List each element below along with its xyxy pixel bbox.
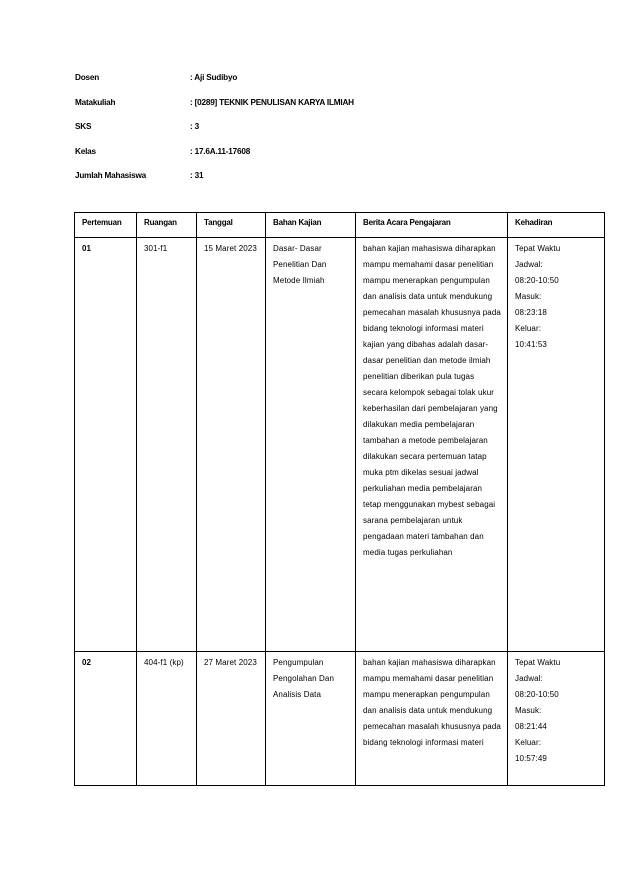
cell-ruangan: 404-f1 (kp) xyxy=(137,652,197,786)
dosen-value: : Aji Sudibyo xyxy=(190,73,238,82)
masuk-label: Masuk: xyxy=(515,706,542,715)
course-info xyxy=(75,73,545,196)
info-row-kelas xyxy=(75,147,545,172)
cell-bahan-kajian: Pengumpulan Pengolahan Dan Analisis Data xyxy=(266,652,356,786)
cell-pertemuan xyxy=(75,652,137,786)
masuk-label: Masuk: xyxy=(515,292,542,301)
jadwal-value: 08:20-10:50 xyxy=(515,690,559,699)
matakuliah-label: Matakuliah xyxy=(75,97,116,107)
info-row-matakuliah xyxy=(75,98,545,123)
cell-kehadiran xyxy=(508,238,605,652)
info-row-jumlah xyxy=(75,171,545,196)
jadwal-label: Jadwal: xyxy=(515,260,543,269)
pertemuan-value: 02 xyxy=(82,658,92,667)
matakuliah-value: : [0289] TEKNIK PENULISAN KARYA ILMIAH xyxy=(190,97,354,107)
cell-tanggal: 15 Maret 2023 xyxy=(197,238,266,652)
table-row xyxy=(75,652,605,786)
cell-kehadiran xyxy=(508,652,605,786)
berita-acara-text: bahan kajian mahasiswa diharapkan mampu memahami dasar penelitian mampu menerapkan pengumpulan dan analisis data untuk mendukung pemecahan masalah khususnya pada bidang teknologi informasi materi xyxy=(363,658,501,747)
jumlah-label: Jumlah Mahasiswa xyxy=(75,171,146,180)
masuk-value: 08:21:44 xyxy=(515,722,547,731)
jadwal-value: 08:20-10:50 xyxy=(515,276,559,285)
keluar-label: Keluar: xyxy=(515,738,542,747)
sks-label: SKS xyxy=(75,122,92,131)
pertemuan-value: 01 xyxy=(82,244,92,253)
sks-value: : 3 xyxy=(190,122,199,131)
masuk-value: 08:23:18 xyxy=(515,308,547,317)
kehadiran-status: Tepat Waktu xyxy=(515,658,561,667)
cell-berita-acara xyxy=(356,652,508,786)
kelas-value: : 17.6A.11-17608 xyxy=(190,146,251,156)
dosen-label: Dosen xyxy=(75,73,100,82)
jumlah-value: : 31 xyxy=(190,171,204,180)
cell-bahan-kajian: Dasar- Dasar Penelitian Dan Metode Ilmiah xyxy=(266,238,356,652)
kehadiran-status: Tepat Waktu xyxy=(515,244,561,253)
table-row xyxy=(75,238,605,652)
header-kehadiran: Kehadiran xyxy=(508,213,605,238)
cell-pertemuan xyxy=(75,238,137,652)
keluar-value: 10:57:49 xyxy=(515,754,547,763)
header-pertemuan: Pertemuan xyxy=(75,213,137,238)
cell-berita-acara: bahan kajian mahasiswa diharapkan mampu memahami dasar penelitian mampu menerapkan pengumpulan dan analisis data untuk mendukung pemecahan masalah khususnya pada bidang teknologi informasi materi kajian yang dibahas adalah dasar-dasar penelitian dan metode ilmiah penelitian diberikan pula tugas secara kelompok sebagai tolak ukur keberhasilan dari pembelajaran yang dilakukan media pembelajaran tambahan a metode pembelajaran dilakukan secara pertemuan tatap muka ptm dikelas sesuai jadwal perkuliahan media pembelajaran tetap menggunakan mybest sebagai sarana pembelajaran untuk pengadaan materi tambahan dan media tugas perkuliahan xyxy=(356,238,508,652)
header-tanggal: Tanggal xyxy=(197,213,266,238)
jadwal-label: Jadwal: xyxy=(515,674,543,683)
cell-tanggal: 27 Maret 2023 xyxy=(197,652,266,786)
kelas-label: Kelas xyxy=(75,146,96,156)
header-ruangan: Ruangan xyxy=(137,213,197,238)
header-berita-acara: Berita Acara Pengajaran xyxy=(356,213,508,238)
info-row-dosen xyxy=(75,73,545,98)
info-row-sks xyxy=(75,122,545,147)
keluar-value: 10:41:53 xyxy=(515,340,547,349)
cell-ruangan: 301-f1 xyxy=(137,238,197,652)
keluar-label: Keluar: xyxy=(515,324,542,333)
header-bahan-kajian: Bahan Kajian xyxy=(266,213,356,238)
table-header-row xyxy=(75,213,605,238)
teaching-journal-table xyxy=(74,212,605,786)
